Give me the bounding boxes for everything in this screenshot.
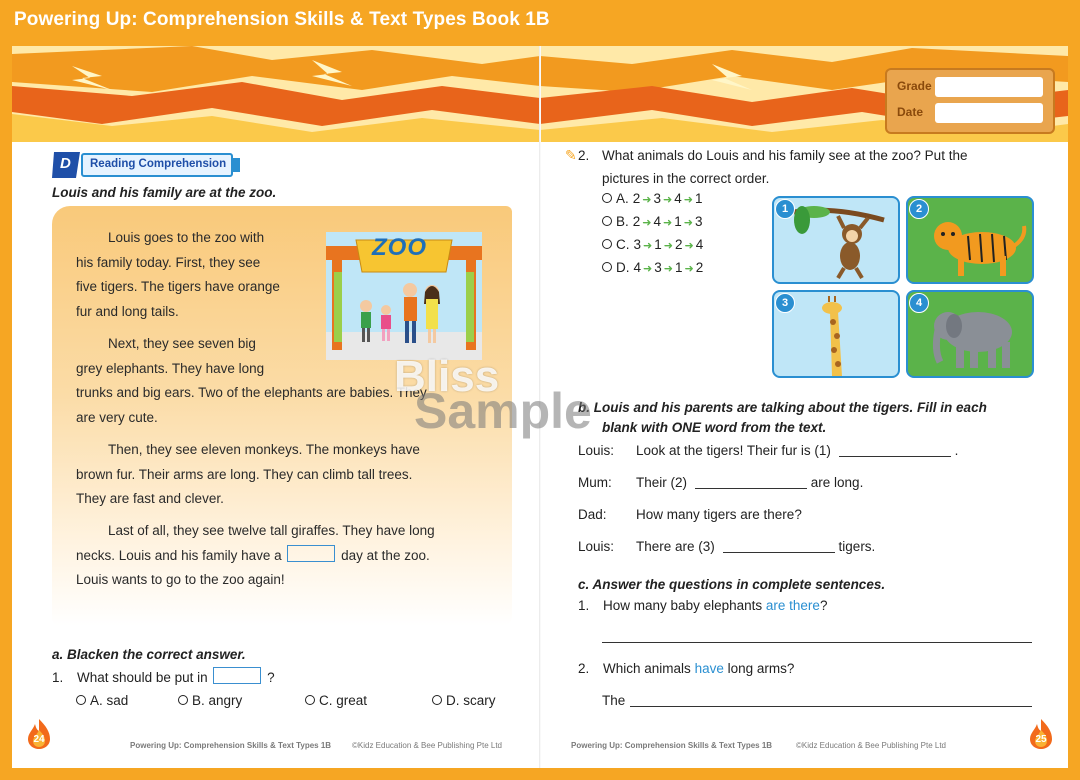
q2-number: 2. bbox=[578, 148, 590, 163]
part-c-question-1: 1. How many baby elephants are there? bbox=[578, 598, 828, 613]
q2-sequence-number: 4 bbox=[653, 214, 662, 229]
q2-sequence-number: 3 bbox=[654, 260, 662, 275]
picture-number-2: 2 bbox=[909, 199, 929, 219]
q2-sequence-number: 1 bbox=[674, 260, 683, 275]
q2-sequence-number: 2 bbox=[632, 191, 641, 206]
arrow-right-icon: ➜ bbox=[683, 217, 693, 229]
story-paragraph-2: Next, they see seven big grey elephants. They have long trunks and big ears. Two of the elephants are babies. They are very cute. bbox=[76, 336, 427, 425]
footer-book-right: Powering Up: Comprehension Skills & Text Types 1B bbox=[571, 741, 773, 750]
top-title-bar bbox=[0, 0, 1080, 44]
radio-circle-d[interactable] bbox=[432, 695, 442, 705]
part-c-question-2: 2. Which animals have long arms? bbox=[578, 661, 795, 676]
blank-2-line[interactable] bbox=[695, 474, 807, 489]
section-tag bbox=[52, 150, 242, 180]
part-a-question-1: 1. What should be put in ? bbox=[52, 666, 275, 690]
picture-3-giraffe bbox=[772, 290, 900, 378]
q2-sequence-number: 4 bbox=[695, 237, 704, 252]
part-b-heading: b. Louis and his parents are talking about the tigers. Fill in each blank with ONE word from the text. bbox=[578, 400, 987, 435]
arrow-right-icon: ➜ bbox=[683, 194, 693, 206]
radio-circle-a[interactable] bbox=[76, 695, 86, 705]
arrow-right-icon: ➜ bbox=[643, 263, 653, 275]
blank-3-line[interactable] bbox=[723, 538, 835, 553]
arrow-right-icon: ➜ bbox=[663, 217, 673, 229]
q2-sequence-number: 1 bbox=[654, 237, 662, 252]
q2-option-letter: C. bbox=[616, 237, 630, 252]
left-page-number: 24 bbox=[33, 734, 45, 745]
q2-option-b[interactable] bbox=[602, 214, 702, 229]
picture-4-elephant bbox=[906, 290, 1034, 378]
q2-sequence-number: 4 bbox=[633, 260, 642, 275]
q2-sequence-number: 1 bbox=[694, 191, 703, 206]
q2-option-letter: D. bbox=[616, 260, 630, 275]
blank-1-line[interactable] bbox=[839, 442, 951, 457]
answer-start-word: The bbox=[602, 693, 626, 708]
arrow-right-icon: ➜ bbox=[684, 263, 694, 275]
q2-option-d[interactable] bbox=[602, 260, 703, 275]
arrow-right-icon: ➜ bbox=[663, 194, 673, 206]
part-a-heading: a. Blacken the correct answer. bbox=[52, 647, 246, 662]
zoo-sign-text: ZOO bbox=[372, 234, 427, 261]
story-blank-box bbox=[287, 545, 335, 562]
option-c[interactable]: C. great bbox=[305, 693, 367, 708]
watermark-bliss: Bliss bbox=[394, 352, 500, 401]
dialogue-line-3: Dad: How many tigers are there? bbox=[578, 507, 802, 522]
q2-radio-circle[interactable] bbox=[602, 216, 612, 226]
story-intro: Louis and his family are at the zoo. bbox=[52, 185, 277, 200]
q2-option-letter: A. bbox=[616, 191, 629, 206]
arrow-right-icon: ➜ bbox=[684, 240, 694, 252]
q2-option-a[interactable] bbox=[602, 191, 702, 206]
arrow-right-icon: ➜ bbox=[663, 263, 673, 275]
answer-line-2[interactable] bbox=[630, 706, 1032, 707]
picture-2-tiger bbox=[906, 196, 1034, 284]
arrow-right-icon: ➜ bbox=[642, 217, 652, 229]
q2-radio-circle[interactable] bbox=[602, 239, 612, 249]
footer-copyright-left: ©Kidz Education & Bee Publishing Pte Ltd bbox=[352, 741, 502, 750]
q2-option-c[interactable] bbox=[602, 237, 703, 252]
pencil-icon: ✎ bbox=[565, 147, 577, 163]
question-blank-box bbox=[213, 667, 261, 684]
picture-number-4: 4 bbox=[909, 293, 929, 313]
q2-text: What animals do Louis and his family see at the zoo? Put the pictures in the correct order. bbox=[602, 148, 968, 186]
section-label: Reading Comprehension bbox=[90, 158, 227, 170]
q2-option-letter: B. bbox=[616, 214, 629, 229]
option-d[interactable]: D. scary bbox=[432, 693, 496, 708]
option-b[interactable]: B. angry bbox=[178, 693, 242, 708]
date-field[interactable] bbox=[935, 103, 1043, 123]
arrow-right-icon: ➜ bbox=[643, 240, 653, 252]
q2-sequence-number: 2 bbox=[674, 237, 683, 252]
part-c-heading: c. Answer the questions in complete sentences. bbox=[578, 577, 886, 592]
grade-field[interactable] bbox=[935, 77, 1043, 97]
q2-radio-circle[interactable] bbox=[602, 262, 612, 272]
q2-sequence-number: 4 bbox=[674, 191, 682, 206]
dialogue-line-2: Mum: Their (2) are long. bbox=[578, 475, 864, 490]
section-letter: D bbox=[60, 155, 71, 172]
q2-sequence-number: 2 bbox=[632, 214, 641, 229]
q2-sequence-number: 2 bbox=[695, 260, 704, 275]
q2-radio-circle[interactable] bbox=[602, 193, 612, 203]
picture-number-3: 3 bbox=[775, 293, 795, 313]
grade-label: Grade bbox=[897, 79, 932, 93]
dialogue-line-4: Louis: There are (3) tigers. bbox=[578, 539, 876, 554]
picture-number-1: 1 bbox=[775, 199, 795, 219]
arrow-right-icon: ➜ bbox=[642, 194, 652, 206]
grade-date-box bbox=[885, 68, 1055, 134]
arrow-right-icon: ➜ bbox=[663, 240, 673, 252]
q2-sequence-number: 3 bbox=[694, 214, 703, 229]
book-title: Powering Up: Comprehension Skills & Text Types Book 1B bbox=[14, 9, 550, 30]
watermark-sample: Sample bbox=[414, 383, 592, 439]
right-page-number: 25 bbox=[1035, 734, 1047, 745]
story-paragraph-1: Louis goes to the zoo with his family today. First, they see five tigers. The tigers have orange fur and long tails. bbox=[76, 230, 280, 319]
picture-1-monkey bbox=[772, 196, 900, 284]
story-paragraph-4: Last of all, they see twelve tall giraffes. They have long necks. Louis and his family have a day at the zoo. Louis wants to go to the zoo again! bbox=[76, 523, 435, 587]
q2-sequence-number: 3 bbox=[633, 237, 642, 252]
q2-sequence-number: 3 bbox=[653, 191, 662, 206]
footer-copyright-right: ©Kidz Education & Bee Publishing Pte Ltd bbox=[796, 741, 946, 750]
footer-book-left: Powering Up: Comprehension Skills & Text Types 1B bbox=[130, 741, 332, 750]
radio-circle-b[interactable] bbox=[178, 695, 188, 705]
story-paragraph-3: Then, they see eleven monkeys. The monkeys have brown fur. Their arms are long. They can climb tall trees. They are fast and clever. bbox=[76, 442, 420, 506]
answer-line-1[interactable] bbox=[602, 642, 1032, 643]
radio-circle-c[interactable] bbox=[305, 695, 315, 705]
workbook-spread bbox=[12, 46, 1068, 768]
date-label: Date bbox=[897, 105, 924, 119]
option-a[interactable]: A. sad bbox=[76, 693, 128, 708]
dialogue-line-1: Louis: Look at the tigers! Their fur is (1) . bbox=[578, 443, 959, 458]
q2-sequence-number: 1 bbox=[674, 214, 682, 229]
